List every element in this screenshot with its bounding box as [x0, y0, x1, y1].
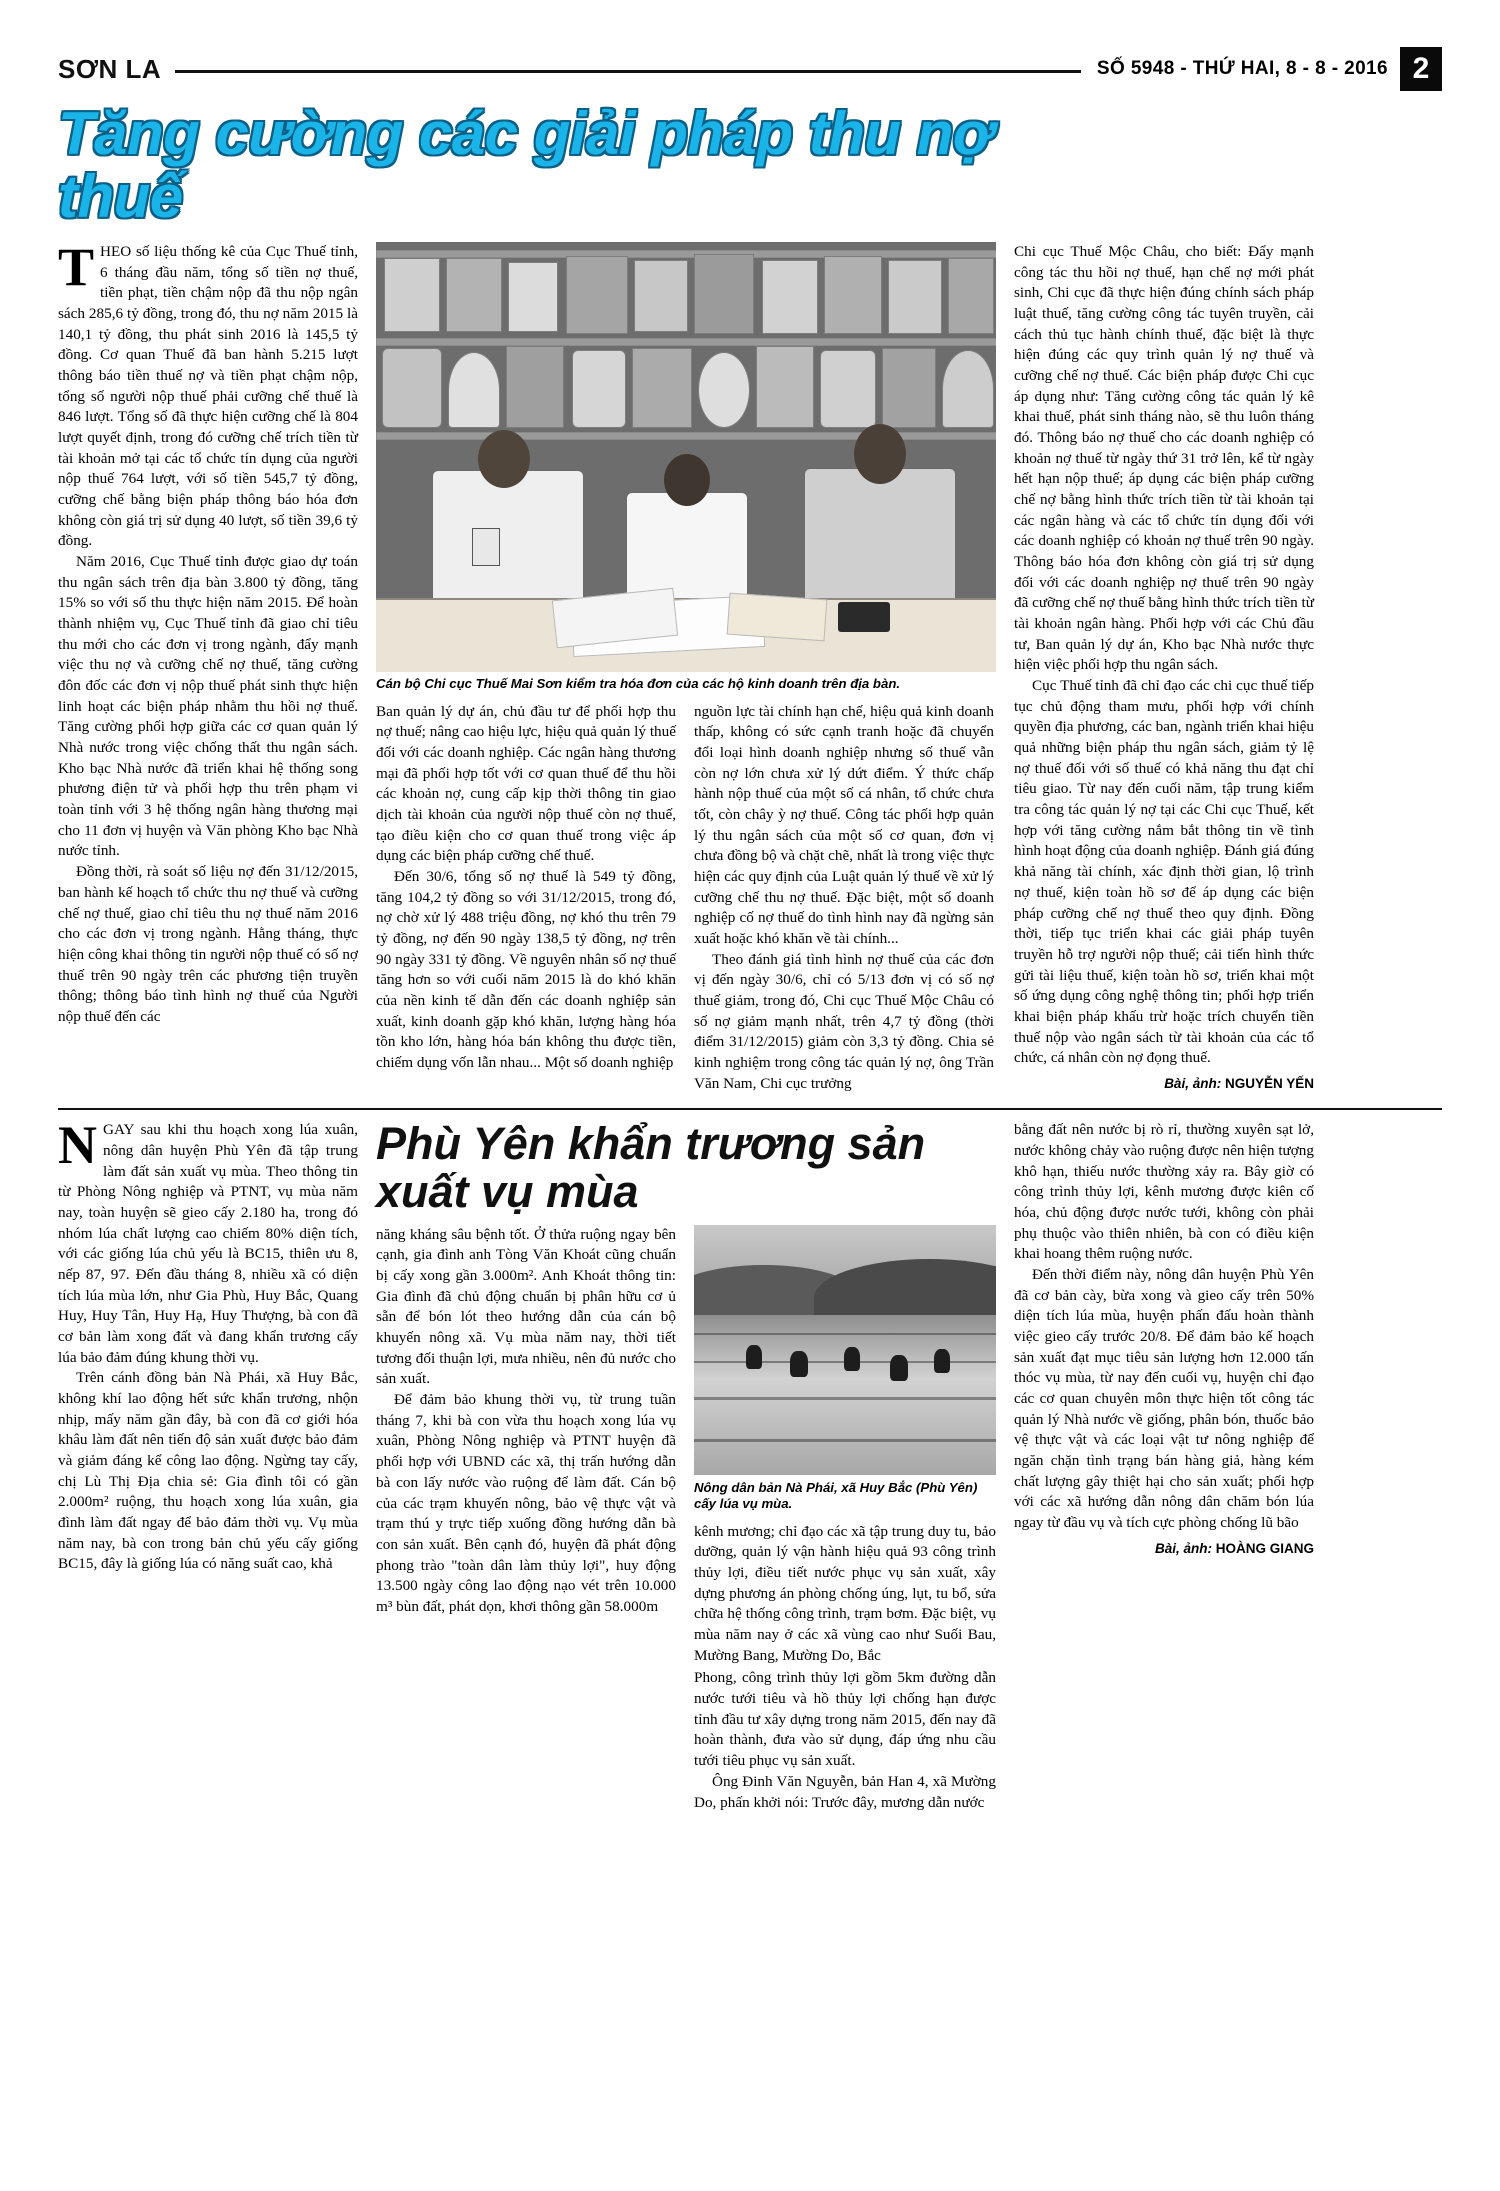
article1-column-3	[694, 702, 994, 1095]
paragraph: Đến 30/6, tổng số nợ thuế là 549 tỷ đồng, tăng 104,2 tỷ đồng so với 31/12/2015, trong đó, nợ chờ xử lý 488 triệu đồng, nợ khó thu trên 79 tỷ đồng, nợ đến 90 ngày 138,5 tỷ đồng, nợ trên 90 ngày 331 tỷ đồng. Về nguyên nhân số nợ thuế tăng hơn so với cuối năm 2015 là do khó khăn của nền kinh tế dẫn đến các doanh nghiệp sản xuất, kinh doanh gặp khó khăn, lượng hàng hóa tồn kho lớn, hàng hóa bán không thu được tiền, chiếm dụng vốn lẫn nhau... Một số doanh nghiệp	[376, 867, 676, 1071]
photo-caption: Nông dân bản Nà Phái, xã Huy Bắc (Phù Yên) cấy lúa vụ mùa.	[694, 1479, 978, 1512]
page-title: Tăng cường các giải pháp thu nợ thuế	[58, 100, 993, 230]
paragraph: Trên cánh đồng bản Nà Phái, xã Huy Bắc, không khí lao động hết sức khẩn trương, nhộn nhịp, mấy năm gần đây, bà con đã cơ giới hóa khâu làm đất nên tiến độ sản xuất được bảo đảm và giảm đáng kể công lao động. Ngừng tay cấy, chị Lù Thị Địa chia sẻ: Gia đình tôi có gần 2.000m² ruộng, thu hoạch xong lúa xuân, gia đình làm đất ngay để bảo đảm thời vụ. Vụ mùa năm nay, bà con trong bản chủ yếu cấy giống BC15, đây là giống lúa có năng suất cao, khả	[58, 1369, 358, 1573]
paragraph-text: HEO số liệu thống kê của Cục Thuế tỉnh, 6 tháng đầu năm, tổng số tiền nợ thuế, tiền phạt, tiền chậm nộp đã thu nộp ngân sách 285,6 tỷ đồng, trong đó, thu nợ năm 2015 là 140,1 tỷ đồng, thu phát sinh 2016 là 145,5 tỷ đồng. Cơ quan Thuế đã ban hành 5.215 lượt thông báo tiền thuế nợ và tiền phạt chậm nộp, tổng số người nộp thuế phải cưỡng chế thuế là 846 lượt. Tổng số đã thực hiện cưỡng chế là 804 lượt quyết định, trong đó cưỡng chế trích tiền từ tài khoản mở tại các tổ chức tín dụng của người nộp thuế 764 lượt, với số tiền 545,7 tỷ đồng, cưỡng chế bằng biện pháp thông báo hóa đơn không còn giá trị sử dụng 40 lượt, số tiền 39,6 tỷ đồng.	[58, 243, 358, 550]
article2-photo-block	[694, 1225, 996, 1667]
paragraph	[58, 1115, 358, 1368]
paragraph: Để đảm bảo khung thời vụ, từ trung tuần tháng 7, khi bà con vừa thu hoạch xong lúa vụ xuân, Phòng Nông nghiệp và PTNT huyện đã phối hợp với UBND các xã, thị trấn hướng dẫn bà con lấy nước vào ruộng để làm đất. Cán bộ của các trạm khuyến nông, bảo vệ thực vật và trạm thú y trực tiếp xuống đồng hướng dẫn bà con sản xuất. Bên cạnh đó, huyện đã phát động phong trào "toàn dân làm thủy lợi", huy động 13.500 ngày công lao động nạo vét trên 10.000 m³ bùn đất, phát dọn, khơi thông gần 58.000m	[376, 1391, 676, 1615]
article2-column-4	[1014, 1120, 1314, 1666]
article1-top-block	[58, 237, 1442, 1094]
paragraph: Năm 2016, Cục Thuế tỉnh được giao dự toán thu ngân sách trên địa bàn 3.800 tỷ đồng, tăng 15% so với số thu thực hiện năm 2015. Để hoàn thành nhiệm vụ, Cục Thuế tỉnh đã giao chỉ tiêu thu mới cho các đơn vị trong ngành, đẩy mạnh việc thu nợ và cưỡng chế nợ thuế, tăng cường đôn đốc các đơn vị nộp thuế phát sinh thực hiện linh hoạt các biện pháp nhằm thu hồi nợ thuế. Tăng cường phối hợp giữa các cơ quan quản lý Nhà nước trong việc chống thất thu ngân sách. Kho bạc Nhà nước đã triển khai hệ thống song phương điện tử và phối hợp thu trên phạm vi toàn tỉnh với 3 hệ thống ngân hàng thương mại cho 11 đơn vị huyện và Văn phòng Kho bạc Nhà nước tỉnh.	[58, 553, 358, 860]
paragraph: bằng đất nên nước bị rò rỉ, thường xuyên sạt lở, nước không chảy vào ruộng được nên hiện tượng khô hạn, thiếu nước thường xảy ra. Bây giờ có công trình thủy lợi, kênh mương được kiên cố hóa, chủ động được nước tưới, không còn phải phụ thuộc vào thiên nhiên, bà con có điều kiện khai hoang thêm ruộng nước.	[1014, 1121, 1314, 1263]
article-tax-collection	[58, 102, 1442, 1094]
article2-column-3-cont	[694, 1668, 996, 1813]
paragraph: nguồn lực tài chính hạn chế, hiệu quả kinh doanh thấp, không có sức cạnh tranh hoặc đã chuyển đổi loại hình doanh nghiệp nhưng số thuế vẫn còn nợ lớn chưa xử lý dứt điểm. Ý thức chấp hành nộp thuế của một số cá nhân, tổ chức chưa tốt, còn chây ỳ nợ thuế. Công tác phối hợp quản lý thu ngân sách của một số cơ quan, đơn vị chưa đồng bộ và chặt chẽ, nhất là trong việc thực hiện các quy định của Luật quản lý thuế về xử lý cưỡng chế thu nợ thuế. Đặc biệt, một số doanh nghiệp cố nợ thuế do tình hình nay đã ngừng sản xuất hoặc khó khăn về tài chính...	[694, 702, 994, 947]
photo-tax-officers	[376, 242, 996, 672]
byline	[1014, 1540, 1314, 1558]
section-divider	[58, 1108, 1442, 1110]
byline-author: HOÀNG GIANG	[1215, 1540, 1314, 1556]
paragraph: Đồng thời, rà soát số liệu nợ đến 31/12/2015, ban hành kế hoạch tổ chức thu nợ thuế và cưỡng chế nợ thuế, giao chỉ tiêu thu nợ thuế năm 2016 cho các đơn vị trong ngành. Hằng tháng, thực hiện công khai thông tin người nộp thuế có số nợ thuế trên 90 ngày trên các phương tiện truyền thông; thông báo tình hình nợ thuế của Người nộp thuế đến các	[58, 863, 358, 1025]
article2-title: Phù Yên khẩn trương sản xuất vụ mùa	[376, 1118, 926, 1217]
masthead-rule	[175, 70, 1081, 73]
paragraph: Cục Thuế tỉnh đã chỉ đạo các chi cục thuế tiếp tục chủ động tham mưu, phối hợp với chính quyền địa phương, các ban, ngành triển khai hiệu quả những biện pháp thu ngân sách, giảm tỷ lệ nợ thuế đối với số thuế có khả năng thu đạt chỉ tiêu giao. Từ nay đến cuối năm, tập trung kiểm tra công tác quản lý nợ tại các Chi cục Thuế, kết hợp với tăng cường nắm bắt thông tin về tình hình hoạt động của doanh nghiệp. Đánh giá đúng khả năng tài chính, xác định thời gian, lộ trình nợ thuế, kiện toàn hồ sơ để áp dụng các biện pháp cưỡng chế nợ thuế theo quy định. Đồng thời, tiếp tục triển khai các giải pháp tuyên truyền hỗ trợ người nộp thuế; cải tiến hình thức gửi tài liệu thuế, kiện toàn hồ sơ, triển khai một số ứng dụng công nghệ thông tin; phối hợp triển khai biện pháp khấu trừ hoặc trích chuyển tiền thuế nộp vào ngân sách từ tài khoản của các tổ chức, cá nhân còn nợ đọng thuế.	[1014, 677, 1314, 1067]
article2-main-block	[376, 1120, 996, 1666]
photo-rice-planting	[694, 1225, 996, 1475]
byline-label: Bài, ảnh:	[1164, 1075, 1222, 1091]
article1-photo-block	[376, 242, 996, 1094]
article2-column-2	[376, 1225, 676, 1667]
article1-column-1	[58, 237, 358, 1094]
paragraph: Chi cục Thuế Mộc Châu, cho biết: Đẩy mạnh công tác thu hồi nợ thuế, hạn chế nợ mới phát sinh, Chi cục đã thực hiện đúng chính sách pháp luật thuế, tăng cường công tác tuyên truyền, cải cách thủ tục hành chính thuế, đặc biệt là thực hiện đúng các quy trình quản lý nợ thuế và cưỡng chế nợ thuế. Các biện pháp được Chi cục áp dụng như: Tăng cường công tác quản lý kê khai thuế, phát sinh tháng nào, sẽ thu luôn tháng đó. Thông báo nợ thuế cho các doanh nghiệp có khoản nợ thuế từ ngày thứ 31 trở lên, kể từ ngày hết hạn nộp thuế; áp dụng các biện pháp cưỡng chế nợ bằng hình thức trích tiền từ tài khoản tại các ngân hàng và các tổ chức tín dụng đối với các doanh nghiệp có khoản nợ thuế trên 90 ngày. Thông báo hóa đơn không còn giá trị sử dụng đối với các doanh nghiệp nợ thuế trên 90 ngày đã cưỡng chế nợ thuế bằng hình thức trích tiền từ tài khoản ngân hàng. Phối hợp với các Chủ đầu tư, Ban quản lý dự án, Kho bạc Nhà nước thực hiện việc phối hợp thu ngân sách.	[1014, 243, 1314, 674]
article1-column-4	[1014, 242, 1314, 1094]
paragraph: kênh mương; chỉ đạo các xã tập trung duy tu, bảo dưỡng, quản lý vận hành hiệu quả 93 công trình thủy lợi, điều tiết nước phục vụ sản xuất, xây dựng phương án phòng chống úng, lụt, tu bổ, sửa chữa hệ thống công trình, trạm bơm. Đặc biệt, vụ mùa năm nay ở các xã vùng cao như Suối Bau, Mường Bang, Mường Do, Bắc	[694, 1522, 996, 1664]
dropcap: T	[58, 237, 95, 297]
byline-author: NGUYỄN YẾN	[1224, 1075, 1314, 1091]
paragraph: Theo đánh giá tình hình nợ thuế của các đơn vị đến ngày 30/6, chỉ có 5/13 đơn vị có số nợ thuế giảm, trong đó, Chi cục Thuế Mộc Châu có số nợ giảm mạnh nhất, trên 4,7 tỷ đồng (thời điểm 31/12/2015) giảm còn 3,3 tỷ đồng. Chia sẻ kinh nghiệm trong công tác quản lý nợ, ông Trần Văn Nam, Chi cục trưởng	[694, 950, 994, 1092]
byline-label: Bài, ảnh:	[1154, 1540, 1212, 1556]
paragraph: Ban quản lý dự án, chủ đầu tư để phối hợp thu nợ thuế; nâng cao hiệu lực, hiệu quả quản lý thuế đối với các doanh nghiệp. Các ngân hàng thương mại đã phối hợp tốt với cơ quan thuế để thu hồi các khoản nợ, cung cấp kịp thời thông tin giao dịch tài khoản của người nộp thuế còn nợ thuế, tạo điều kiện cho cơ quan thuế trong việc áp dụng các biện pháp cưỡng chế thuế.	[376, 702, 676, 865]
article-phu-yen	[58, 1115, 1442, 1813]
paragraph: Phong, công trình thủy lợi gồm 5km đường dẫn nước tưới tiêu và hồ thủy lợi chống hạn được tỉnh đầu tư xây dựng trong năm 2015, đến nay đã hoàn thành, đưa vào sử dụng, đáp ứng nhu cầu tưới tiêu phục vụ sản xuất.	[694, 1669, 996, 1770]
article2-top-block	[58, 1115, 1442, 1666]
paragraph: Ông Đinh Văn Nguyễn, bản Han 4, xã Mường Do, phấn khởi nói: Trước đây, mương dẫn nước	[694, 1772, 996, 1811]
article1-column-2	[376, 702, 676, 1095]
issue-line: SỐ 5948 - THỨ HAI, 8 - 8 - 2016	[1096, 58, 1388, 79]
paragraph: Đến thời điểm này, nông dân huyện Phù Yên đã cơ bản cày, bừa xong và gieo cấy trên 50% diện tích lúa mùa, huyện phấn đấu hoàn thành việc gieo cấy trước 20/8. Để đảm bảo kế hoạch sản xuất đạt mục tiêu sản lượng hơn 12.000 tấn thóc vụ mùa, từ nay đến cuối vụ, huyện chỉ đạo các cơ quan chuyên môn thực hiện tốt công tác quản lý Nhà nước về giống, phân bón, thuốc bảo vệ thực vật và các loại vật tư nông nghiệp để ngăn chặn tình trạng bán hàng giả, hàng kém chất lượng gây thiệt hại cho sản xuất; phối hợp với các xã hướng dẫn nông dân chăm bón lúa ngay từ đầu vụ và tích cực phòng chống lũ bão	[1014, 1265, 1314, 1532]
paper-name: SƠN LA	[58, 53, 162, 84]
byline	[1014, 1075, 1314, 1093]
article2-column-3	[694, 1522, 996, 1667]
paragraph	[58, 237, 358, 552]
page-number: 2	[1400, 47, 1442, 91]
dropcap: N	[58, 1115, 97, 1176]
photo-caption: Cán bộ Chi cục Thuế Mai Sơn kiểm tra hóa đơn của các hộ kinh doanh trên địa bàn.	[376, 676, 901, 691]
paragraph: năng kháng sâu bệnh tốt. Ở thửa ruộng ngay bên cạnh, gia đình anh Tòng Văn Khoát cũng chuẩn bị cấy xong gần 3.000m². Anh Khoát thông tin: Gia đình đã chủ động chuẩn bị phân hữu cơ ủ sẵn để bón lót theo hướng dẫn của cán bộ khuyến nông xã. Vụ mùa năm nay, thời tiết tương đối thuận lợi, mưa nhiều, nên đủ nước cho sản xuất.	[376, 1225, 676, 1388]
paragraph-text: GAY sau khi thu hoạch xong lúa xuân, nông dân huyện Phù Yên đã tập trung làm đất sản xuất vụ mùa. Theo thông tin từ Phòng Nông nghiệp và PTNT, vụ mùa năm nay, toàn huyện sẽ gieo cấy 2.180 ha, trong đó nhóm lúa chất lượng cao chiếm 80% diện tích, với các giống lúa chủ yếu là BC15, thiên ưu 8, nếp 87, 97. Đến đầu tháng 8, nhiều xã có diện tích lúa mùa lớn, như Gia Phù, Huy Bắc, Quang Huy, Huy Tân, Huy Hạ, Huy Thượng, bà con đã cơ bản làm xong đất và đang khẩn trương cấy lúa bảo đảm đúng khung thời vụ.	[58, 1121, 358, 1366]
article2-bottom-block	[58, 1668, 1442, 1813]
masthead	[58, 46, 1442, 92]
article2-column-1	[58, 1115, 358, 1666]
article2-column-2-cont	[376, 1668, 676, 1813]
